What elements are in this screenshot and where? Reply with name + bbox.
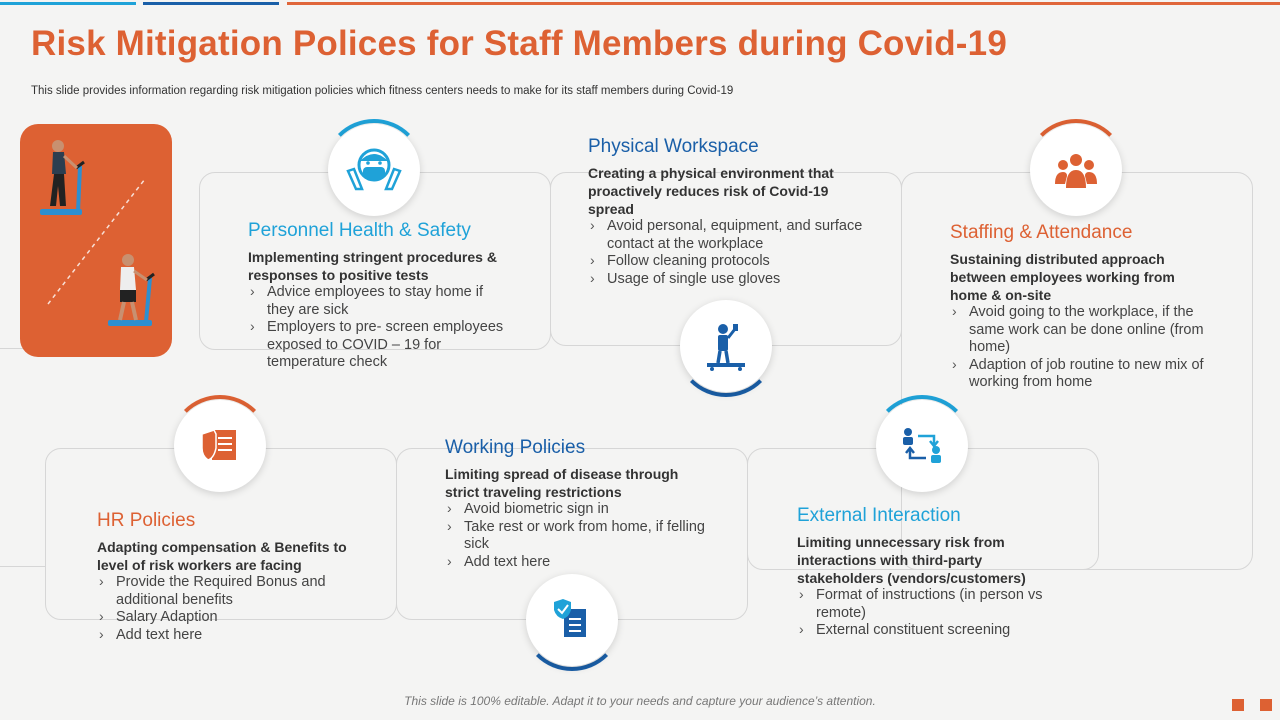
bullet-item: › Add text here <box>445 554 707 572</box>
section-lead: Limiting unnecessary risk from interactions with third-party stakeholders (vendors/customers) <box>797 534 1026 586</box>
bullet-item: › Add text here <box>97 627 359 645</box>
bullet-item: › Usage of single use gloves <box>588 271 878 289</box>
bullet-item: › Avoid personal, equipment, and surface contact at the workplace <box>588 218 878 253</box>
page-subtitle: This slide provides information regarding risk mitigation policies which fitness centers needs to make for its staff members during Covid-19 <box>31 85 734 97</box>
section-hr <box>97 510 359 644</box>
section-external <box>797 505 1059 640</box>
section-physical <box>588 136 878 288</box>
face-mask-icon <box>328 124 420 216</box>
accent-bar-orange <box>287 2 1280 5</box>
bullet-item: › External constituent screening <box>797 622 1059 640</box>
section-lead: Adapting compensation & Benefits to level of risk workers are facing <box>97 539 347 573</box>
bullet-item: › Avoid going to the workplace, if the same work can be done online (from home) <box>950 304 1212 357</box>
section-heading: Physical Workspace <box>588 136 759 157</box>
accent-bar-blue <box>0 2 136 5</box>
section-heading: External Interaction <box>797 505 961 526</box>
section-staffing <box>950 222 1212 392</box>
bullet-item: › Follow cleaning protocols <box>588 253 878 271</box>
secure-document-icon <box>526 574 618 666</box>
bullet-item: › Format of instructions (in person vs remote) <box>797 587 1059 622</box>
footer-note: This slide is 100% editable. Adapt it to your needs and capture your audience’s attention. <box>404 694 876 708</box>
worker-icon <box>680 300 772 392</box>
page-title: Risk Mitigation Polices for Staff Members during Covid-19 <box>31 24 1007 63</box>
section-heading: Staffing & Attendance <box>950 222 1133 243</box>
section-heading: HR Policies <box>97 510 196 531</box>
section-lead: Sustaining distributed approach between employees working from home & on-site <box>950 251 1175 303</box>
section-lead: Creating a physical environment that proactively reduces risk of Covid-19 spread <box>588 165 834 217</box>
section-working <box>445 437 707 571</box>
bullet-item: › Provide the Required Bonus and additional benefits <box>97 574 359 609</box>
section-heading: Personnel Health & Safety <box>248 220 471 241</box>
fitness-illustration <box>20 124 172 357</box>
bullet-item: › Avoid biometric sign in <box>445 501 707 519</box>
group-icon <box>1030 124 1122 216</box>
bullet-item: › Adaption of job routine to new mix of working from home <box>950 357 1212 392</box>
connector-line <box>0 566 45 567</box>
prev-slide-icon[interactable] <box>1232 699 1244 711</box>
bullet-item: › Advice employees to stay home if they are sick <box>248 284 510 319</box>
next-slide-icon[interactable] <box>1260 699 1272 711</box>
policy-document-icon <box>174 400 266 492</box>
section-lead: Limiting spread of disease through strict traveling restrictions <box>445 466 679 500</box>
bullet-item: › Salary Adaption <box>97 609 359 627</box>
section-heading: Working Policies <box>445 437 586 458</box>
section-personnel <box>248 220 510 372</box>
section-lead: Implementing stringent procedures & responses to positive tests <box>248 249 497 283</box>
accent-bar-navy <box>143 2 279 5</box>
bullet-item: › Employers to pre- screen employees exposed to COVID – 19 for temperature check <box>248 319 510 372</box>
exchange-people-icon <box>876 400 968 492</box>
bullet-item: › Take rest or work from home, if felling sick <box>445 519 707 554</box>
